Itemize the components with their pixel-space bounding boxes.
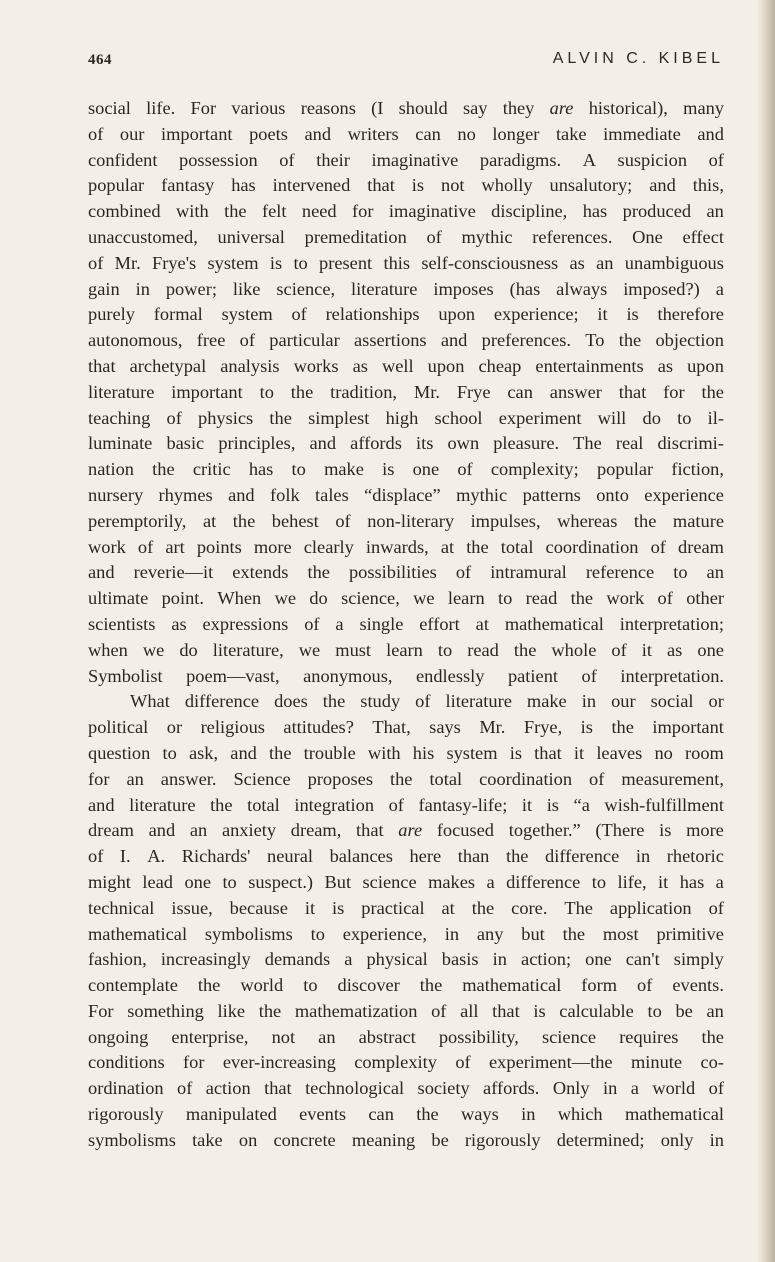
- text-line: when we do literature, we must learn to read the whole of it as one: [88, 639, 724, 660]
- text-line: literature important to the tradition, Mr. Frye can answer that for the: [88, 381, 724, 402]
- running-head: ALVIN C. KIBEL: [552, 50, 724, 67]
- text-line: technical issue, because it is practical at the core. The application of: [88, 897, 724, 918]
- text-line: mathematical symbolisms to experience, in any but the most primitive: [88, 923, 724, 944]
- text-line: teaching of physics the simplest high school experiment will do to il-: [88, 407, 724, 428]
- text-line: fashion, increasingly demands a physical basis in action; one can't simply: [88, 949, 724, 970]
- text-line: work of art points more clearly inwards, at the total coordination of dream: [88, 536, 724, 557]
- body-text: [88, 96, 724, 1154]
- text-line: contemplate the world to discover the mathematical form of events.: [88, 975, 724, 996]
- text-line: rigorously manipulated events can the ways in which mathematical: [88, 1104, 724, 1125]
- text-line: symbolisms take on concrete meaning be rigorously determined; only in: [88, 1129, 724, 1150]
- text-line: social life. For various reasons (I should say they are historical), many: [88, 98, 724, 118]
- text-line: ordination of action that technological society affords. Only in a world of: [88, 1078, 724, 1099]
- text-line: unaccustomed, universal premeditation of mythic references. One effect: [88, 226, 724, 247]
- text-line: ultimate point. When we do science, we learn to read the work of other: [88, 588, 724, 609]
- text-line: and literature the total integration of fantasy-life; it is “a wish-fulfillment: [88, 794, 724, 815]
- text-line: of our important poets and writers can no longer take immediate and: [88, 123, 724, 144]
- text-line: of Mr. Frye's system is to present this self-consciousness as an unambiguous: [88, 252, 724, 273]
- text-line: dream and an anxiety dream, that are focused together.” (There is more: [88, 820, 724, 841]
- text-line: and reverie—it extends the possibilities of intramural reference to an: [88, 562, 724, 583]
- text-line: peremptorily, at the behest of non-literary impulses, whereas the mature: [88, 510, 724, 531]
- text-line: autonomous, free of particular assertions and preferences. To the objection: [88, 330, 724, 351]
- text-line: scientists as expressions of a single effort at mathematical interpretation;: [88, 613, 724, 634]
- text-line: luminate basic principles, and affords its own pleasure. The real discrimi-: [88, 433, 724, 454]
- text-line: confident possession of their imaginative paradigms. A suspicion of: [88, 149, 724, 170]
- text-line: What difference does the study of literature make in our social or: [130, 691, 724, 712]
- text-line: that archetypal analysis works as well upon cheap entertainments as upon: [88, 355, 724, 376]
- text-line: gain in power; like science, literature imposes (has always imposed?) a: [88, 278, 724, 299]
- text-line: question to ask, and the trouble with his system is that it leaves no room: [88, 742, 724, 763]
- text-line: ongoing enterprise, not an abstract possibility, science requires the: [88, 1026, 724, 1047]
- text-line: Symbolist poem—vast, anonymous, endlessly patient of interpretation.: [88, 665, 724, 686]
- text-line: popular fantasy has intervened that is not wholly unsalutory; and this,: [88, 175, 724, 196]
- text-line: political or religious attitudes? That, says Mr. Frye, is the important: [88, 717, 724, 738]
- text-line: combined with the felt need for imaginative discipline, has produced an: [88, 201, 724, 222]
- text-line: conditions for ever-increasing complexity of experiment—the minute co-: [88, 1052, 724, 1073]
- text-line: purely formal system of relationships upon experience; it is therefore: [88, 304, 724, 325]
- text-line: might lead one to suspect.) But science makes a difference to life, it has a: [88, 871, 724, 892]
- text-line: nation the critic has to make is one of complexity; popular fiction,: [88, 459, 724, 480]
- page-number: 464: [88, 52, 112, 68]
- text-line: of I. A. Richards' neural balances here than the difference in rhetoric: [88, 846, 724, 867]
- text-line: For something like the mathematization of all that is calculable to be an: [88, 1000, 724, 1021]
- page-edge-shadow: [757, 0, 775, 1262]
- text-line: nursery rhymes and folk tales “displace” mythic patterns onto experience: [88, 484, 724, 505]
- text-line: for an answer. Science proposes the total coordination of measurement,: [88, 768, 724, 789]
- page-header: [88, 50, 724, 74]
